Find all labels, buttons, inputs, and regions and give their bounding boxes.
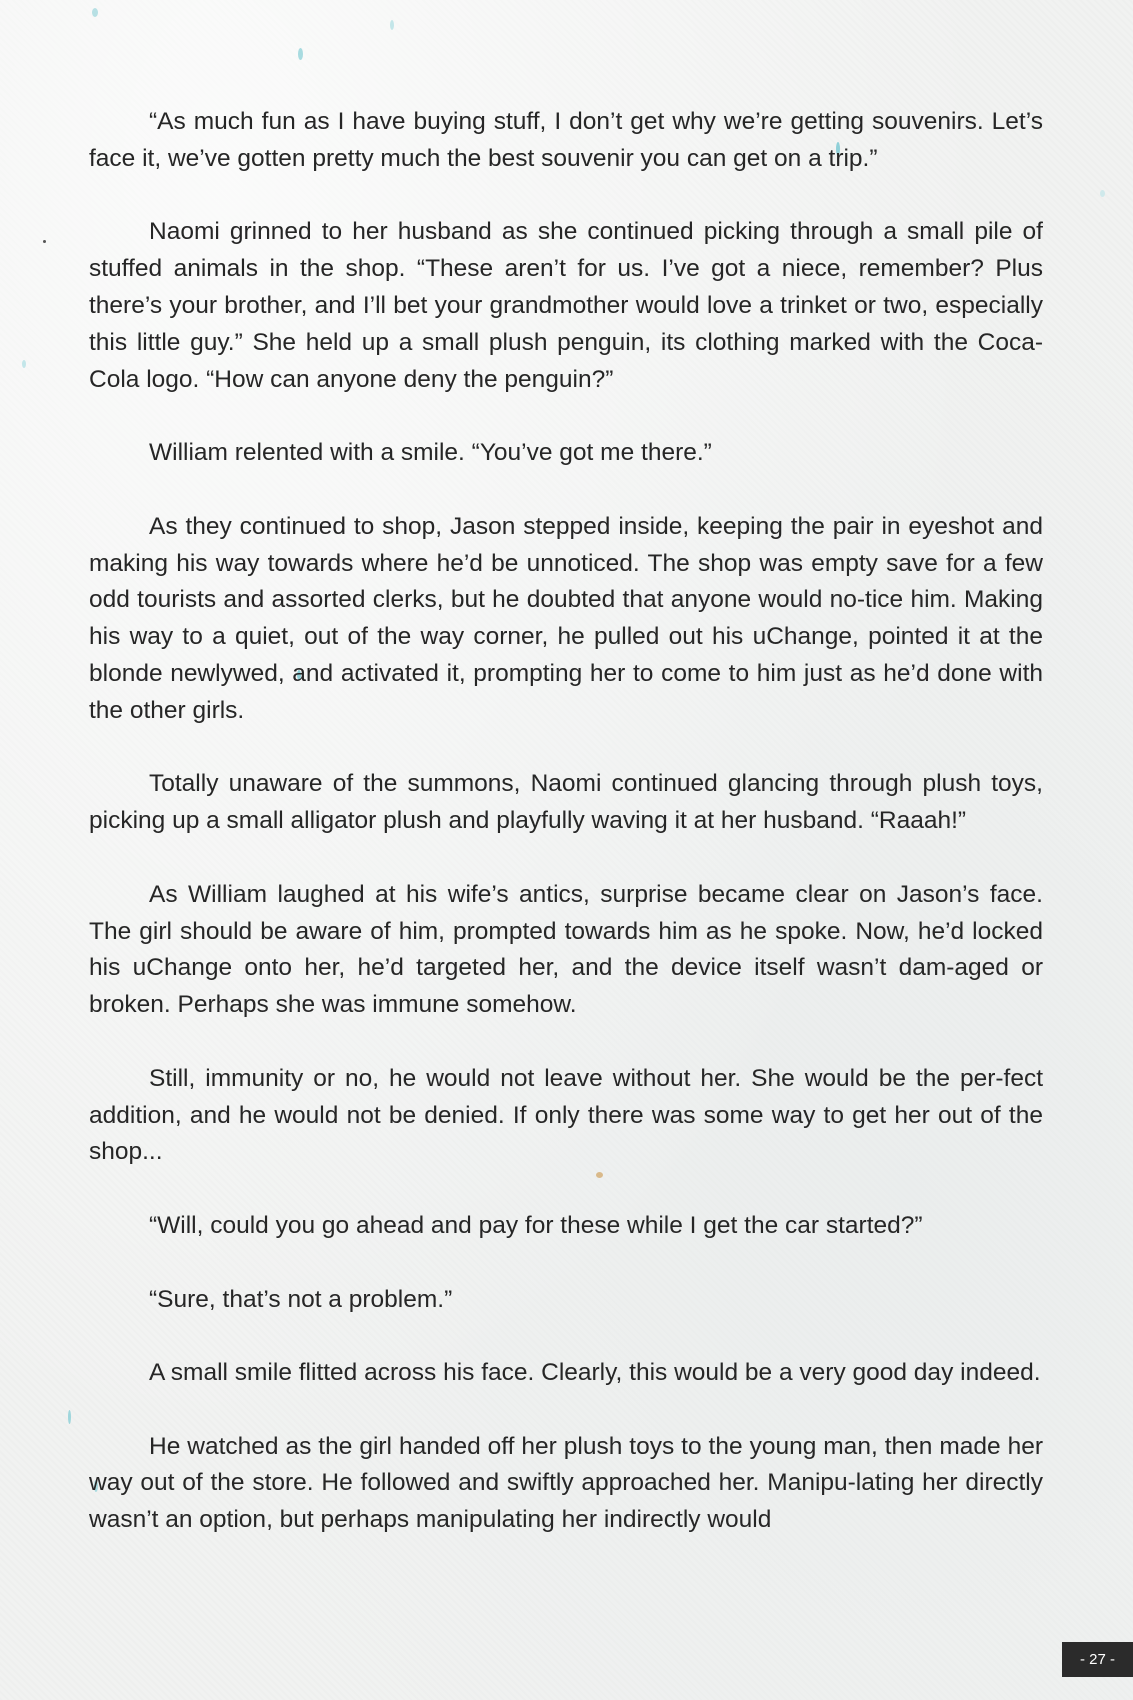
ink-speck <box>92 8 98 17</box>
paragraph: Still, immunity or no, he would not leave without her. She would be the per-fect addition, and he would not be denied. If only there was some way to get her out of the shop... <box>89 1064 1043 1166</box>
paragraph: A small smile flitted across his face. Clearly, this would be a very good day indeed. <box>149 1359 1041 1387</box>
ink-speck <box>22 360 26 368</box>
page-number-badge: - 27 - <box>1062 1642 1133 1677</box>
ink-speck <box>1100 190 1105 197</box>
ink-speck <box>68 1410 71 1424</box>
paragraph: He watched as the girl handed off her plush toys to the young man, then made her way out of the store. He followed and swiftly approached her. Manipu-lating her directly wasn’t an option, but perhaps manipulating her indirectly would <box>89 1432 1043 1534</box>
paragraph: Totally unaware of the summons, Naomi continued glancing through plush toys, picking up a small alligator plush and playfully waving it at her husband. “Raaah!” <box>89 770 1043 835</box>
paragraph: William relented with a smile. “You’ve got me there.” <box>149 439 712 467</box>
body-text <box>89 104 1043 1539</box>
paragraph: “Sure, that’s not a problem.” <box>149 1285 453 1313</box>
paragraph: “Will, could you go ahead and pay for these while I get the car started?” <box>149 1211 923 1239</box>
ink-speck <box>390 20 394 30</box>
ink-speck <box>298 48 303 60</box>
paragraph: As they continued to shop, Jason stepped inside, keeping the pair in eyeshot and making his way towards where he’d be unnoticed. The shop was empty save for a few odd tourists and assorted clerks, but he doubted that anyone would no-tice him. Making his way to a quiet, out of the way corner, he pulled out his uChange, pointed it at the blonde newlywed, and activated it, prompting her to come to him just as he’d done with the other girls. <box>89 512 1043 724</box>
paragraph: Naomi grinned to her husband as she continued picking through a small pile of stuffed animals in the shop. “These aren’t for us. I’ve got a niece, remember? Plus there’s your brother, and I’ll bet your grandmother would love a trinket or two, especially this little guy.” She held up a small plush penguin, its clothing marked with the Coca-Cola logo. “How can anyone deny the penguin?” <box>89 218 1043 393</box>
paragraph: As William laughed at his wife’s antics, surprise became clear on Jason’s face. The girl should be aware of him, prompted towards him as he spoke. Now, he’d locked his uChange onto her, he’d targeted her, and the device itself wasn’t dam-aged or broken. Perhaps she was immune somehow. <box>89 880 1043 1019</box>
ink-speck <box>43 240 46 243</box>
paragraph: “As much fun as I have buying stuff, I don’t get why we’re getting souvenirs. Let’s face it, we’ve gotten pretty much the best souvenir you can get on a trip.” <box>89 108 1043 172</box>
